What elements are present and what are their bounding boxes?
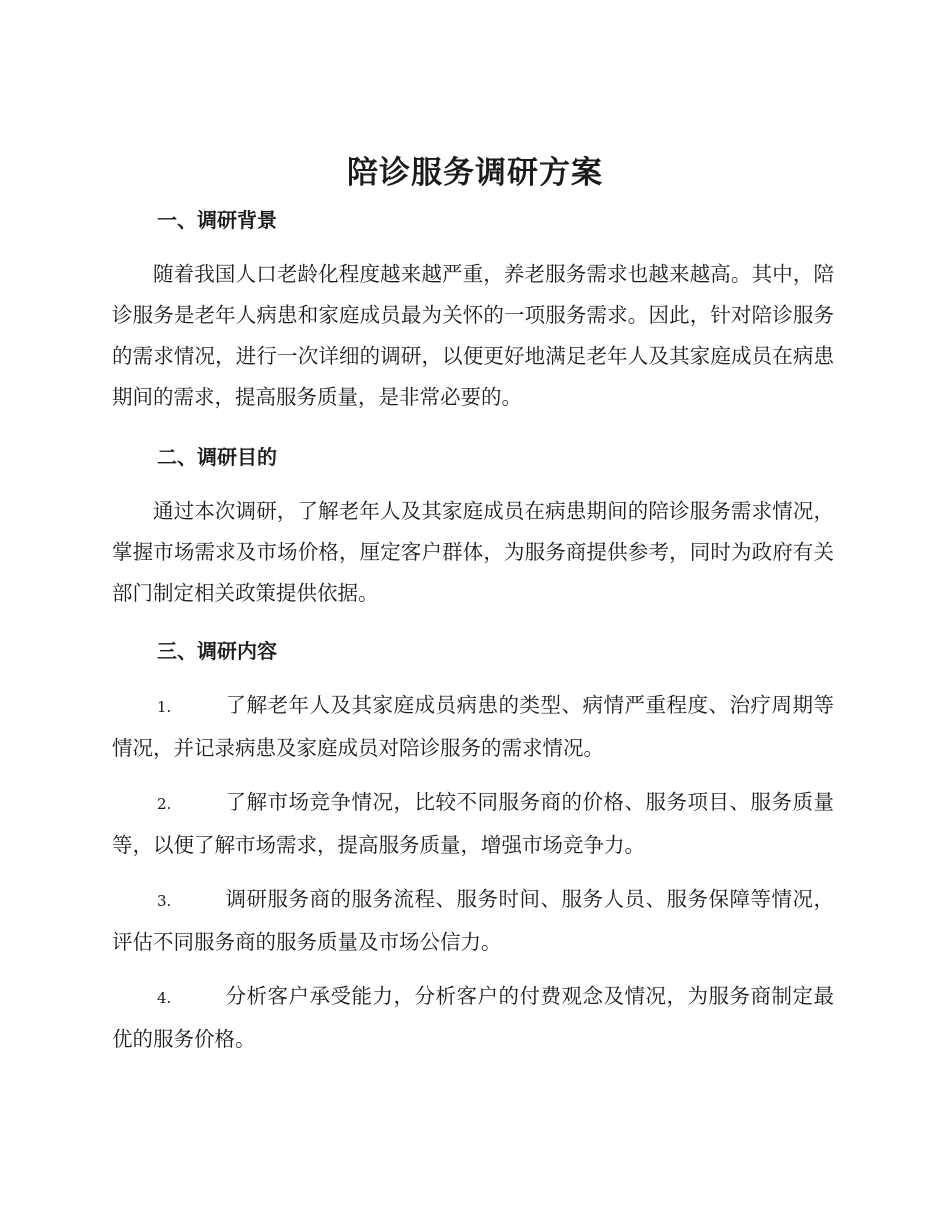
list-item [112, 685, 834, 769]
list-item-text: 分析客户承受能力，分析客户的付费观念及情况，为服务商制定最优的服务价格。 [112, 984, 834, 1051]
list-item [112, 782, 834, 866]
list-item [112, 879, 834, 963]
list-item-number: 1. [157, 698, 172, 716]
list-item-number: 4. [157, 989, 172, 1007]
section-paragraph-background: 随着我国人口老龄化程度越来越严重，养老服务需求也越来越高。其中，陪诊服务是老年人病患和家庭成员最为关怀的一项服务需求。因此，针对陪诊服务的需求情况，进行一次详细的调研，以便更好地满足老年人及其家庭成员在病患期间的需求，提高服务质量，是非常必要的。 [112, 262, 834, 409]
section-heading-background: 一、调研背景 [157, 208, 277, 232]
document-title: 陪诊服务调研方案 [347, 155, 603, 191]
section-heading-purpose: 二、调研目的 [157, 445, 277, 469]
list-item-number: 2. [157, 795, 172, 813]
list-item [112, 976, 834, 1060]
section-heading-content: 三、调研内容 [157, 639, 277, 663]
list-item-number: 3. [157, 892, 172, 910]
list-item-text: 了解市场竞争情况，比较不同服务商的价格、服务项目、服务质量等，以便了解市场需求，提高服务质量，增强市场竞争力。 [112, 790, 834, 857]
section-paragraph-purpose: 通过本次调研，了解老年人及其家庭成员在病患期间的陪诊服务需求情况，掌握市场需求及市场价格，厘定客户群体，为服务商提供参考，同时为政府有关部门制定相关政策提供依据。 [112, 499, 834, 605]
list-item-text: 调研服务商的服务流程、服务时间、服务人员、服务保障等情况，评估不同服务商的服务质量及市场公信力。 [112, 887, 834, 954]
list-item-text: 了解老年人及其家庭成员病患的类型、病情严重程度、治疗周期等情况，并记录病患及家庭成员对陪诊服务的需求情况。 [112, 693, 834, 760]
